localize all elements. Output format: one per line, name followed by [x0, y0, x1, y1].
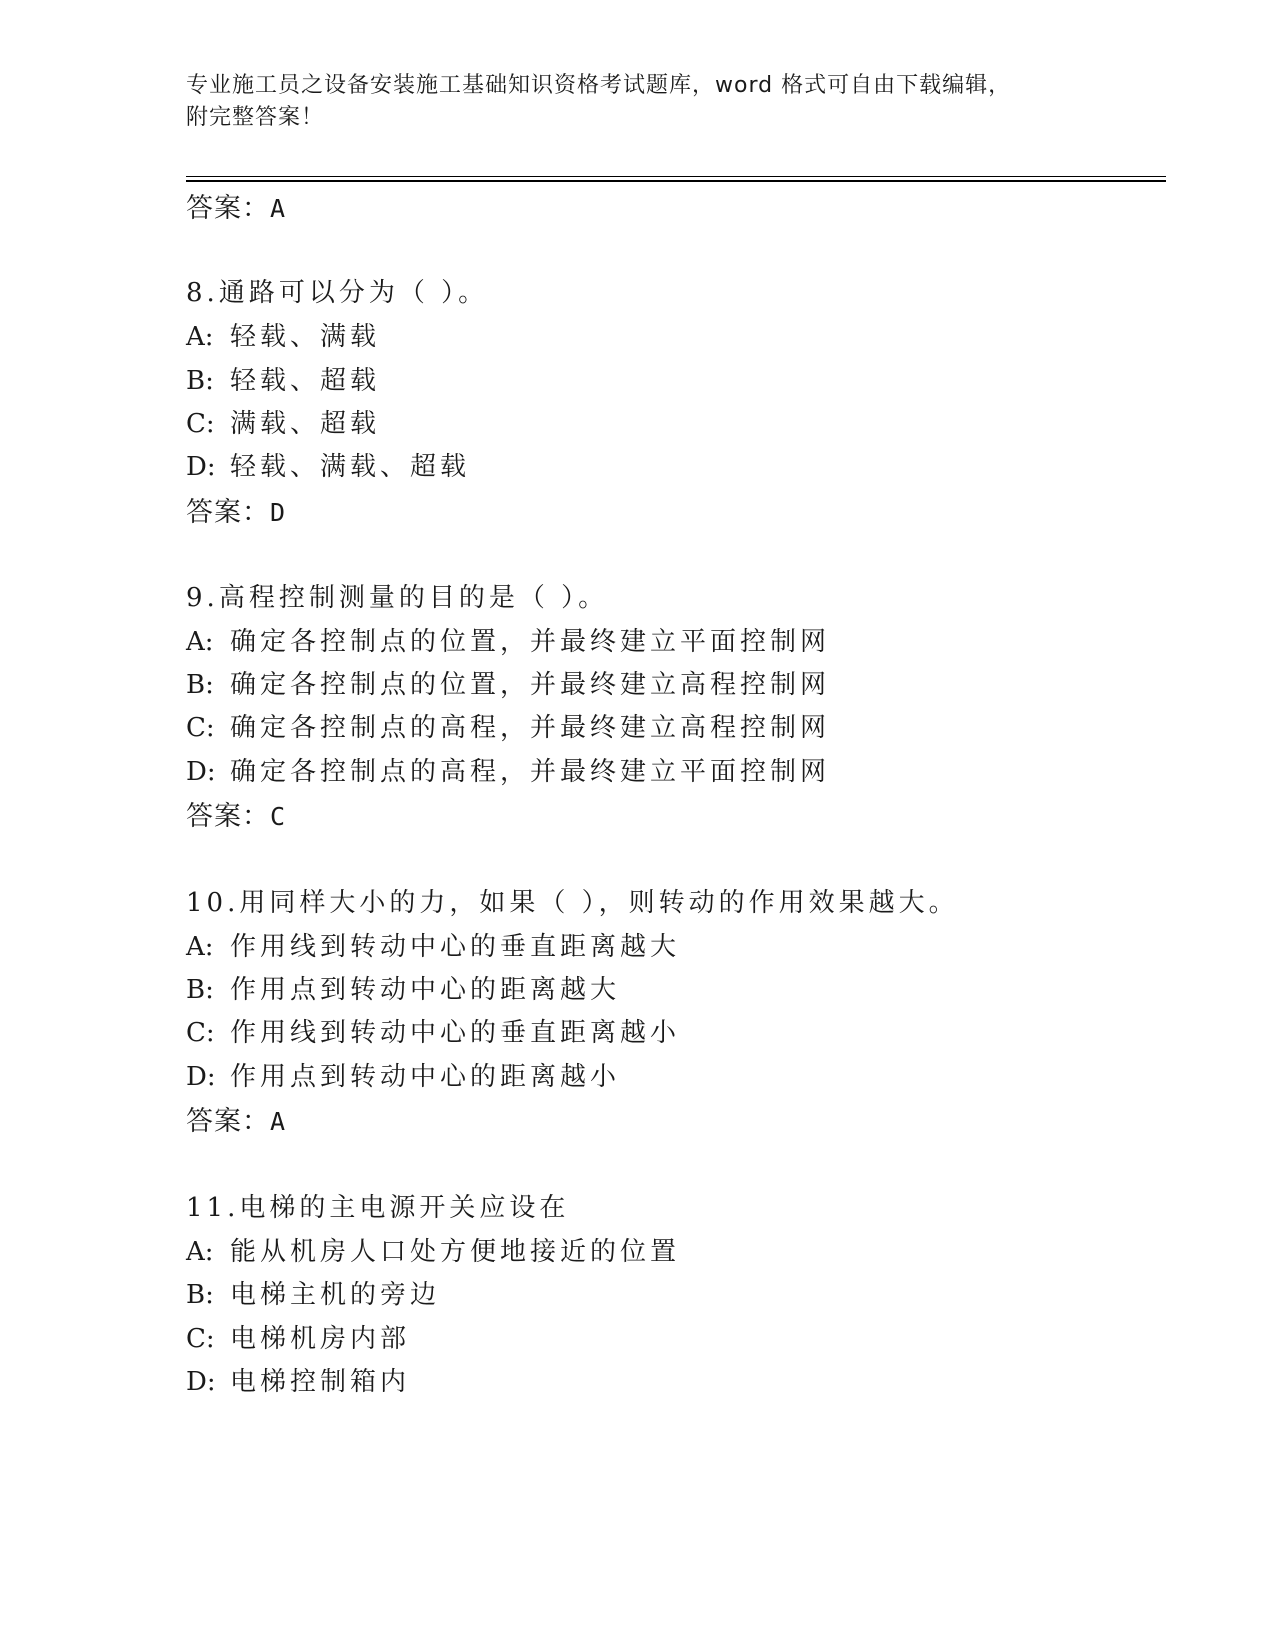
header-divider-thick: [186, 180, 1166, 182]
question-11: [186, 1187, 569, 1224]
option-9a: [186, 621, 830, 658]
question-text: 高程控制测量的目的是（ ）。: [218, 583, 609, 613]
option-10b: [186, 969, 620, 1006]
option-text: 作用点到转动中心的距离越大: [230, 975, 621, 1005]
option-11d: [186, 1361, 410, 1398]
answer-label: 答案：: [186, 193, 270, 224]
question-10: [186, 882, 959, 919]
option-text: 轻载、超载: [230, 366, 381, 396]
option-letter: A:: [186, 627, 214, 657]
option-letter: C:: [186, 1018, 215, 1048]
option-letter: B:: [186, 1280, 214, 1310]
answer-value: A: [270, 194, 287, 223]
option-9b: [186, 664, 830, 701]
answer-label: 答案：: [186, 1106, 270, 1137]
answer-value: A: [270, 1107, 287, 1136]
answer-label: 答案：: [186, 497, 270, 528]
option-10d: [186, 1056, 620, 1093]
answer-q8: [186, 490, 286, 529]
option-text: 作用线到转动中心的垂直距离越大: [230, 932, 681, 962]
option-text: 作用线到转动中心的垂直距离越小: [230, 1018, 681, 1048]
option-8c: [186, 403, 380, 440]
option-text: 轻载、满载、超载: [230, 452, 471, 482]
option-8a: [186, 316, 380, 353]
option-11c: [186, 1318, 410, 1355]
option-letter: D:: [186, 1062, 216, 1092]
document-header: [186, 70, 1086, 134]
option-letter: B:: [186, 366, 214, 396]
option-text: 轻载、满载: [230, 322, 381, 352]
option-letter: D:: [186, 1367, 216, 1397]
question-number: 11.: [186, 1193, 240, 1223]
option-text: 电梯控制箱内: [230, 1367, 411, 1397]
question-9: [186, 577, 608, 614]
option-text: 满载、超载: [230, 409, 381, 439]
answer-q10: [186, 1099, 286, 1138]
question-number: 9.: [186, 583, 219, 613]
option-8d: [186, 446, 470, 483]
option-text: 确定各控制点的位置，并最终建立高程控制网: [230, 670, 831, 700]
option-9c: [186, 707, 830, 744]
question-text: 电梯的主电源开关应设在: [239, 1193, 570, 1223]
question-8: [186, 272, 488, 309]
option-letter: C:: [186, 713, 215, 743]
option-text: 能从机房人口处方便地接近的位置: [230, 1237, 681, 1267]
answer-value: C: [270, 802, 287, 831]
question-text: 用同样大小的力，如果（ ），则转动的作用效果越大。: [239, 888, 959, 918]
answer-q9: [186, 794, 286, 833]
option-9d: [186, 751, 830, 788]
option-text: 电梯主机的旁边: [230, 1280, 441, 1310]
question-number: 8.: [186, 278, 219, 308]
option-text: 确定各控制点的高程，并最终建立高程控制网: [230, 713, 831, 743]
header-line-1: 专业施工员之设备安装施工基础知识资格考试题库，word 格式可自由下载编辑，: [186, 73, 1012, 98]
option-10c: [186, 1012, 680, 1049]
option-text: 电梯机房内部: [230, 1324, 411, 1354]
option-11b: [186, 1274, 440, 1311]
question-number: 10.: [186, 888, 240, 918]
header-line-2: 附完整答案！: [186, 105, 325, 130]
option-letter: C:: [186, 409, 215, 439]
option-letter: D:: [186, 757, 216, 787]
option-letter: A:: [186, 1237, 214, 1267]
option-letter: B:: [186, 670, 214, 700]
question-text: 通路可以分为（ ）。: [218, 278, 489, 308]
option-text: 作用点到转动中心的距离越小: [230, 1062, 621, 1092]
option-letter: B:: [186, 975, 214, 1005]
option-8b: [186, 360, 380, 397]
option-text: 确定各控制点的位置，并最终建立平面控制网: [230, 627, 831, 657]
answer-value: D: [270, 498, 287, 527]
option-letter: A:: [186, 322, 214, 352]
option-letter: D:: [186, 452, 216, 482]
header-divider-thin: [186, 176, 1166, 177]
option-11a: [186, 1231, 680, 1268]
option-letter: A:: [186, 932, 214, 962]
answer-q7: [186, 186, 286, 225]
answer-label: 答案：: [186, 801, 270, 832]
option-text: 确定各控制点的高程，并最终建立平面控制网: [230, 757, 831, 787]
option-10a: [186, 926, 680, 963]
option-letter: C:: [186, 1324, 215, 1354]
